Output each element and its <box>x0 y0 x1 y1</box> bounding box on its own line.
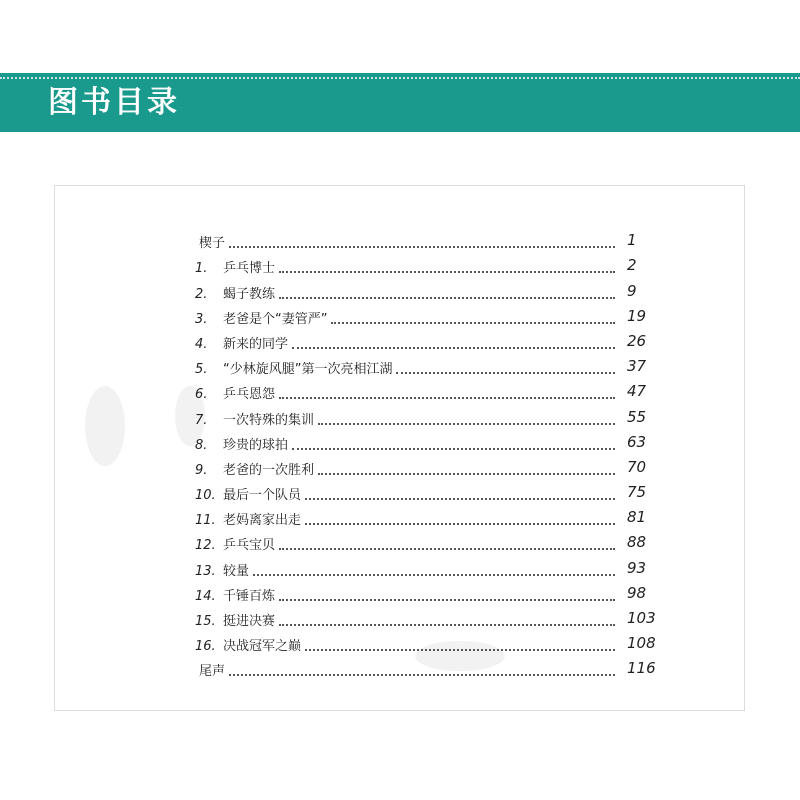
dot-leader <box>229 674 615 676</box>
chapter-number: 2. <box>195 286 208 302</box>
toc-entry <box>195 428 675 453</box>
page-number: 37 <box>627 357 647 376</box>
page-number: 19 <box>627 306 647 325</box>
page-number: 55 <box>627 407 647 426</box>
scan-smudge <box>85 386 125 466</box>
page-number: 98 <box>627 583 647 602</box>
page-number: 103 <box>627 609 656 627</box>
chapter-title: 珍贵的球拍 <box>223 437 289 453</box>
chapter-number: 15. <box>195 614 216 629</box>
page-number: 116 <box>627 659 656 678</box>
toc-entry <box>195 553 675 578</box>
page-number: 108 <box>627 634 656 653</box>
chapter-title: 乒乓宝贝 <box>223 538 276 554</box>
chapter-title: 老妈离家出走 <box>223 513 302 529</box>
toc-entry <box>195 377 675 402</box>
dot-leader <box>229 246 615 248</box>
dot-leader <box>279 624 615 626</box>
toc-entry <box>195 478 675 503</box>
chapter-number: 6. <box>195 387 208 403</box>
toc-entry <box>195 453 675 478</box>
toc-entry <box>195 352 675 377</box>
chapter-title: 较量 <box>223 563 250 579</box>
toc-entry <box>195 302 675 327</box>
toc-entry <box>195 528 675 553</box>
chapter-title: 老爸的一次胜利 <box>223 462 315 478</box>
chapter-number: 5. <box>195 362 208 378</box>
dot-leader <box>279 397 615 399</box>
header-banner <box>0 73 800 132</box>
toc-card <box>54 185 745 711</box>
page-number: 47 <box>627 382 647 401</box>
toc-entry <box>195 327 675 352</box>
page-number: 1 <box>627 231 637 250</box>
page-number: 81 <box>627 508 647 527</box>
chapter-number: 10. <box>195 488 216 504</box>
chapter-number: 1. <box>195 261 208 277</box>
chapter-title: 乒乓恩怨 <box>223 387 276 403</box>
dot-leader <box>305 498 615 500</box>
chapter-number: 7. <box>195 412 208 428</box>
chapter-number: 8. <box>195 437 208 453</box>
chapter-title: 尾声 <box>199 664 226 680</box>
page-title: 图书目录 <box>48 85 180 120</box>
toc-entry <box>195 579 675 604</box>
dot-leader <box>279 297 615 299</box>
chapter-title: 蝎子教练 <box>223 286 276 302</box>
toc-entry <box>195 604 675 629</box>
chapter-number: 14. <box>195 588 216 604</box>
chapter-title: 千锤百炼 <box>223 588 276 604</box>
toc-entry <box>195 226 675 251</box>
chapter-title: 最后一个队员 <box>223 488 302 504</box>
page-number: 2 <box>627 256 637 275</box>
chapter-number: 12. <box>195 538 216 554</box>
dot-leader <box>318 473 615 475</box>
dot-leader <box>305 649 615 651</box>
toc-entry <box>195 629 675 654</box>
page-number: 93 <box>627 558 647 577</box>
chapter-number: 9. <box>195 462 208 478</box>
toc-entry <box>195 251 675 276</box>
toc-entry <box>195 503 675 528</box>
chapter-number: 11. <box>195 513 216 529</box>
dot-leader <box>292 347 615 349</box>
dot-leader <box>279 548 615 550</box>
chapter-title: 决战冠军之巅 <box>223 639 302 655</box>
chapter-title: 楔子 <box>199 236 226 252</box>
dot-leader <box>396 372 615 374</box>
chapter-number: 4. <box>195 336 208 352</box>
chapter-title: 新来的同学 <box>223 336 289 352</box>
page-number: 88 <box>627 533 647 552</box>
dot-leader <box>253 574 615 576</box>
chapter-title: 一次特殊的集训 <box>223 412 315 428</box>
chapter-title: “少林旋风腿”第一次亮相江湖 <box>223 362 393 378</box>
toc-entry <box>195 654 675 679</box>
toc-entry <box>195 276 675 301</box>
banner-dotted-line <box>0 77 800 79</box>
page-number: 75 <box>627 483 647 502</box>
chapter-number: 16. <box>195 639 216 655</box>
dot-leader <box>331 322 615 324</box>
dot-leader <box>279 599 615 601</box>
page-number: 9 <box>627 281 637 300</box>
page-number: 63 <box>627 432 647 451</box>
chapter-title: 老爸是个“妻管严” <box>223 311 328 327</box>
dot-leader <box>305 523 615 525</box>
chapter-number: 3. <box>195 311 208 327</box>
page-number: 70 <box>627 457 647 476</box>
toc-entry <box>195 402 675 427</box>
chapter-number: 13. <box>195 563 216 579</box>
chapter-title: 乒乓博士 <box>223 261 276 277</box>
dot-leader <box>318 423 615 425</box>
toc-list <box>195 226 675 679</box>
dot-leader <box>279 271 615 273</box>
chapter-title: 挺进决赛 <box>223 614 276 629</box>
dot-leader <box>292 448 615 450</box>
page-number: 26 <box>627 331 647 350</box>
